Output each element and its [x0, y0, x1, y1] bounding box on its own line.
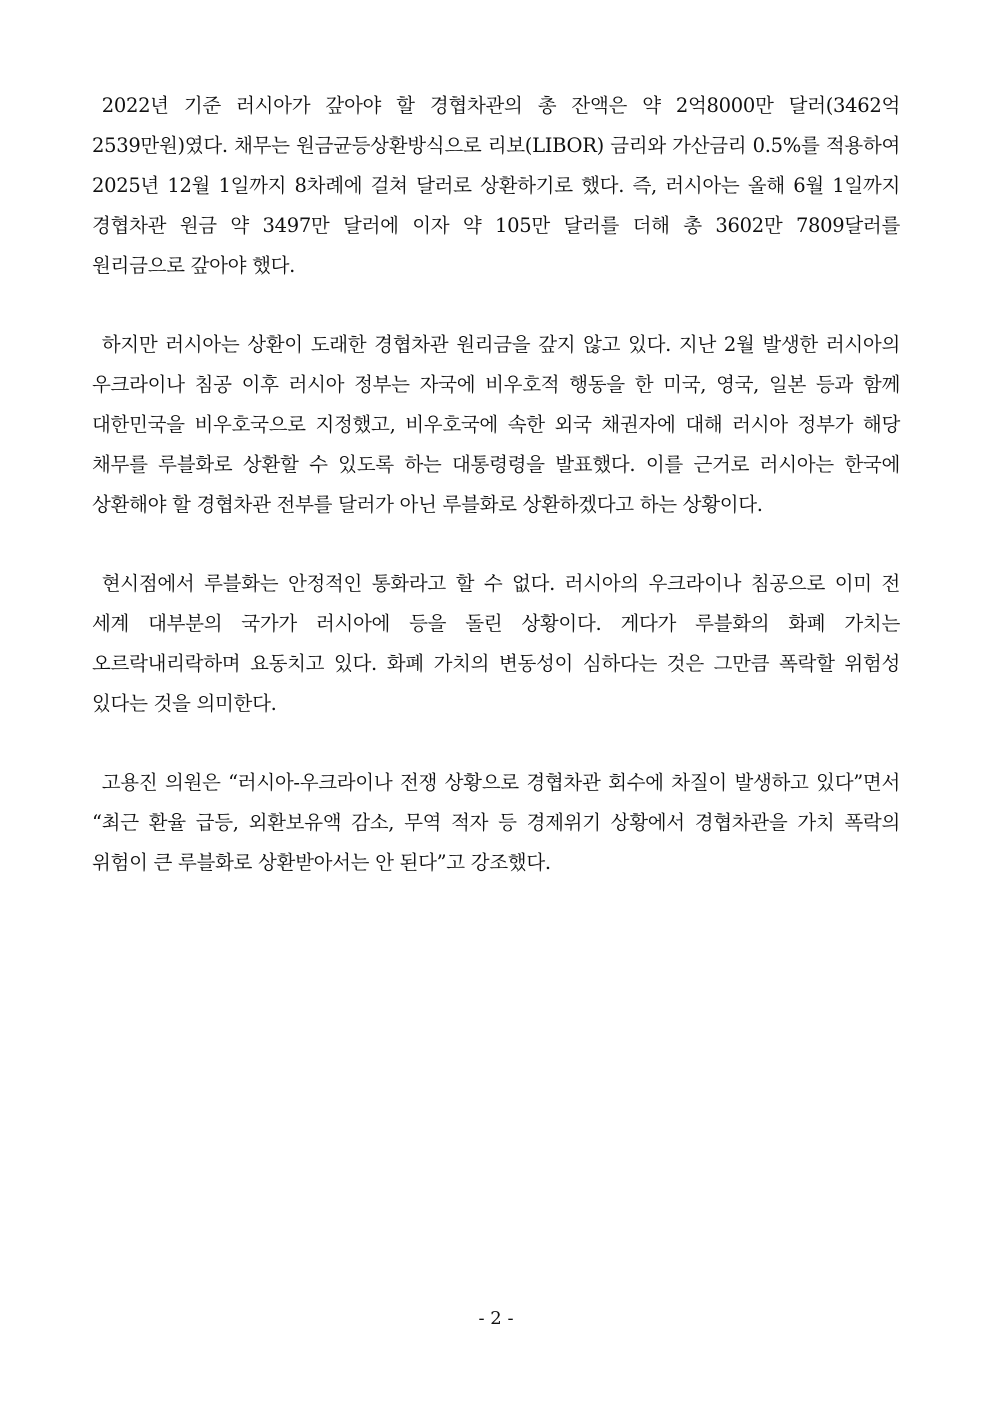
page-number: - 2 -	[478, 1308, 514, 1329]
paragraph-ruble-instability: 현시점에서 루블화는 안정적인 통화라고 할 수 없다. 러시아의 우크라이나 침공으로 이미 전 세계 대부분의 국가가 러시아에 등을 돌린 상황이다. 게다가 루블화의 화폐 가치는 오르락내리락하며 요동치고 있다. 화폐 가치의 변동성이 심하다는 것은 그만큼 폭락할 위험성 있다는 것을 의미한다.	[92, 572, 900, 715]
paragraph-ruble-repayment: 하지만 러시아는 상환이 도래한 경협차관 원리금을 갚지 않고 있다. 지난 2월 발생한 러시아의 우크라이나 침공 이후 러시아 정부는 자국에 비우호적 행동을 한 미국, 영국, 일본 등과 함께 대한민국을 비우호국으로 지정했고, 비우호국에 속한 외국 채권자에 대해 러시아 정부가 해당 채무를 루블화로 상환할 수 있도록 하는 대통령령을 발표했다. 이를 근거로 러시아는 한국에 상환해야 할 경협차관 전부를 달러가 아닌 루블화로 상환하겠다고 하는 상황이다.	[92, 333, 900, 516]
document-body	[92, 86, 900, 922]
paragraph-loan-balance: 2022년 기준 러시아가 갚아야 할 경협차관의 총 잔액은 약 2억8000만 달러(3462억 2539만원)였다. 채무는 원금균등상환방식으로 리보(LIBOR) 금리와 가산금리 0.5%를 적용하여 2025년 12월 1일까지 8차례에 걸쳐 달러로 상환하기로 했다. 즉, 러시아는 올해 6월 1일까지 경협차관 원금 약 3497만 달러에 이자 약 105만 달러를 더해 총 3602만 7809달러를 원리금으로 갚아야 했다.	[92, 94, 900, 277]
paragraph-lawmaker-quote: 고용진 의원은 “러시아-우크라이나 전쟁 상황으로 경협차관 회수에 차질이 발생하고 있다”면서 “최근 환율 급등, 외환보유액 감소, 무역 적자 등 경제위기 상황에서 경협차관을 가치 폭락의 위험이 큰 루블화로 상환받아서는 안 된다”고 강조했다.	[92, 771, 900, 874]
